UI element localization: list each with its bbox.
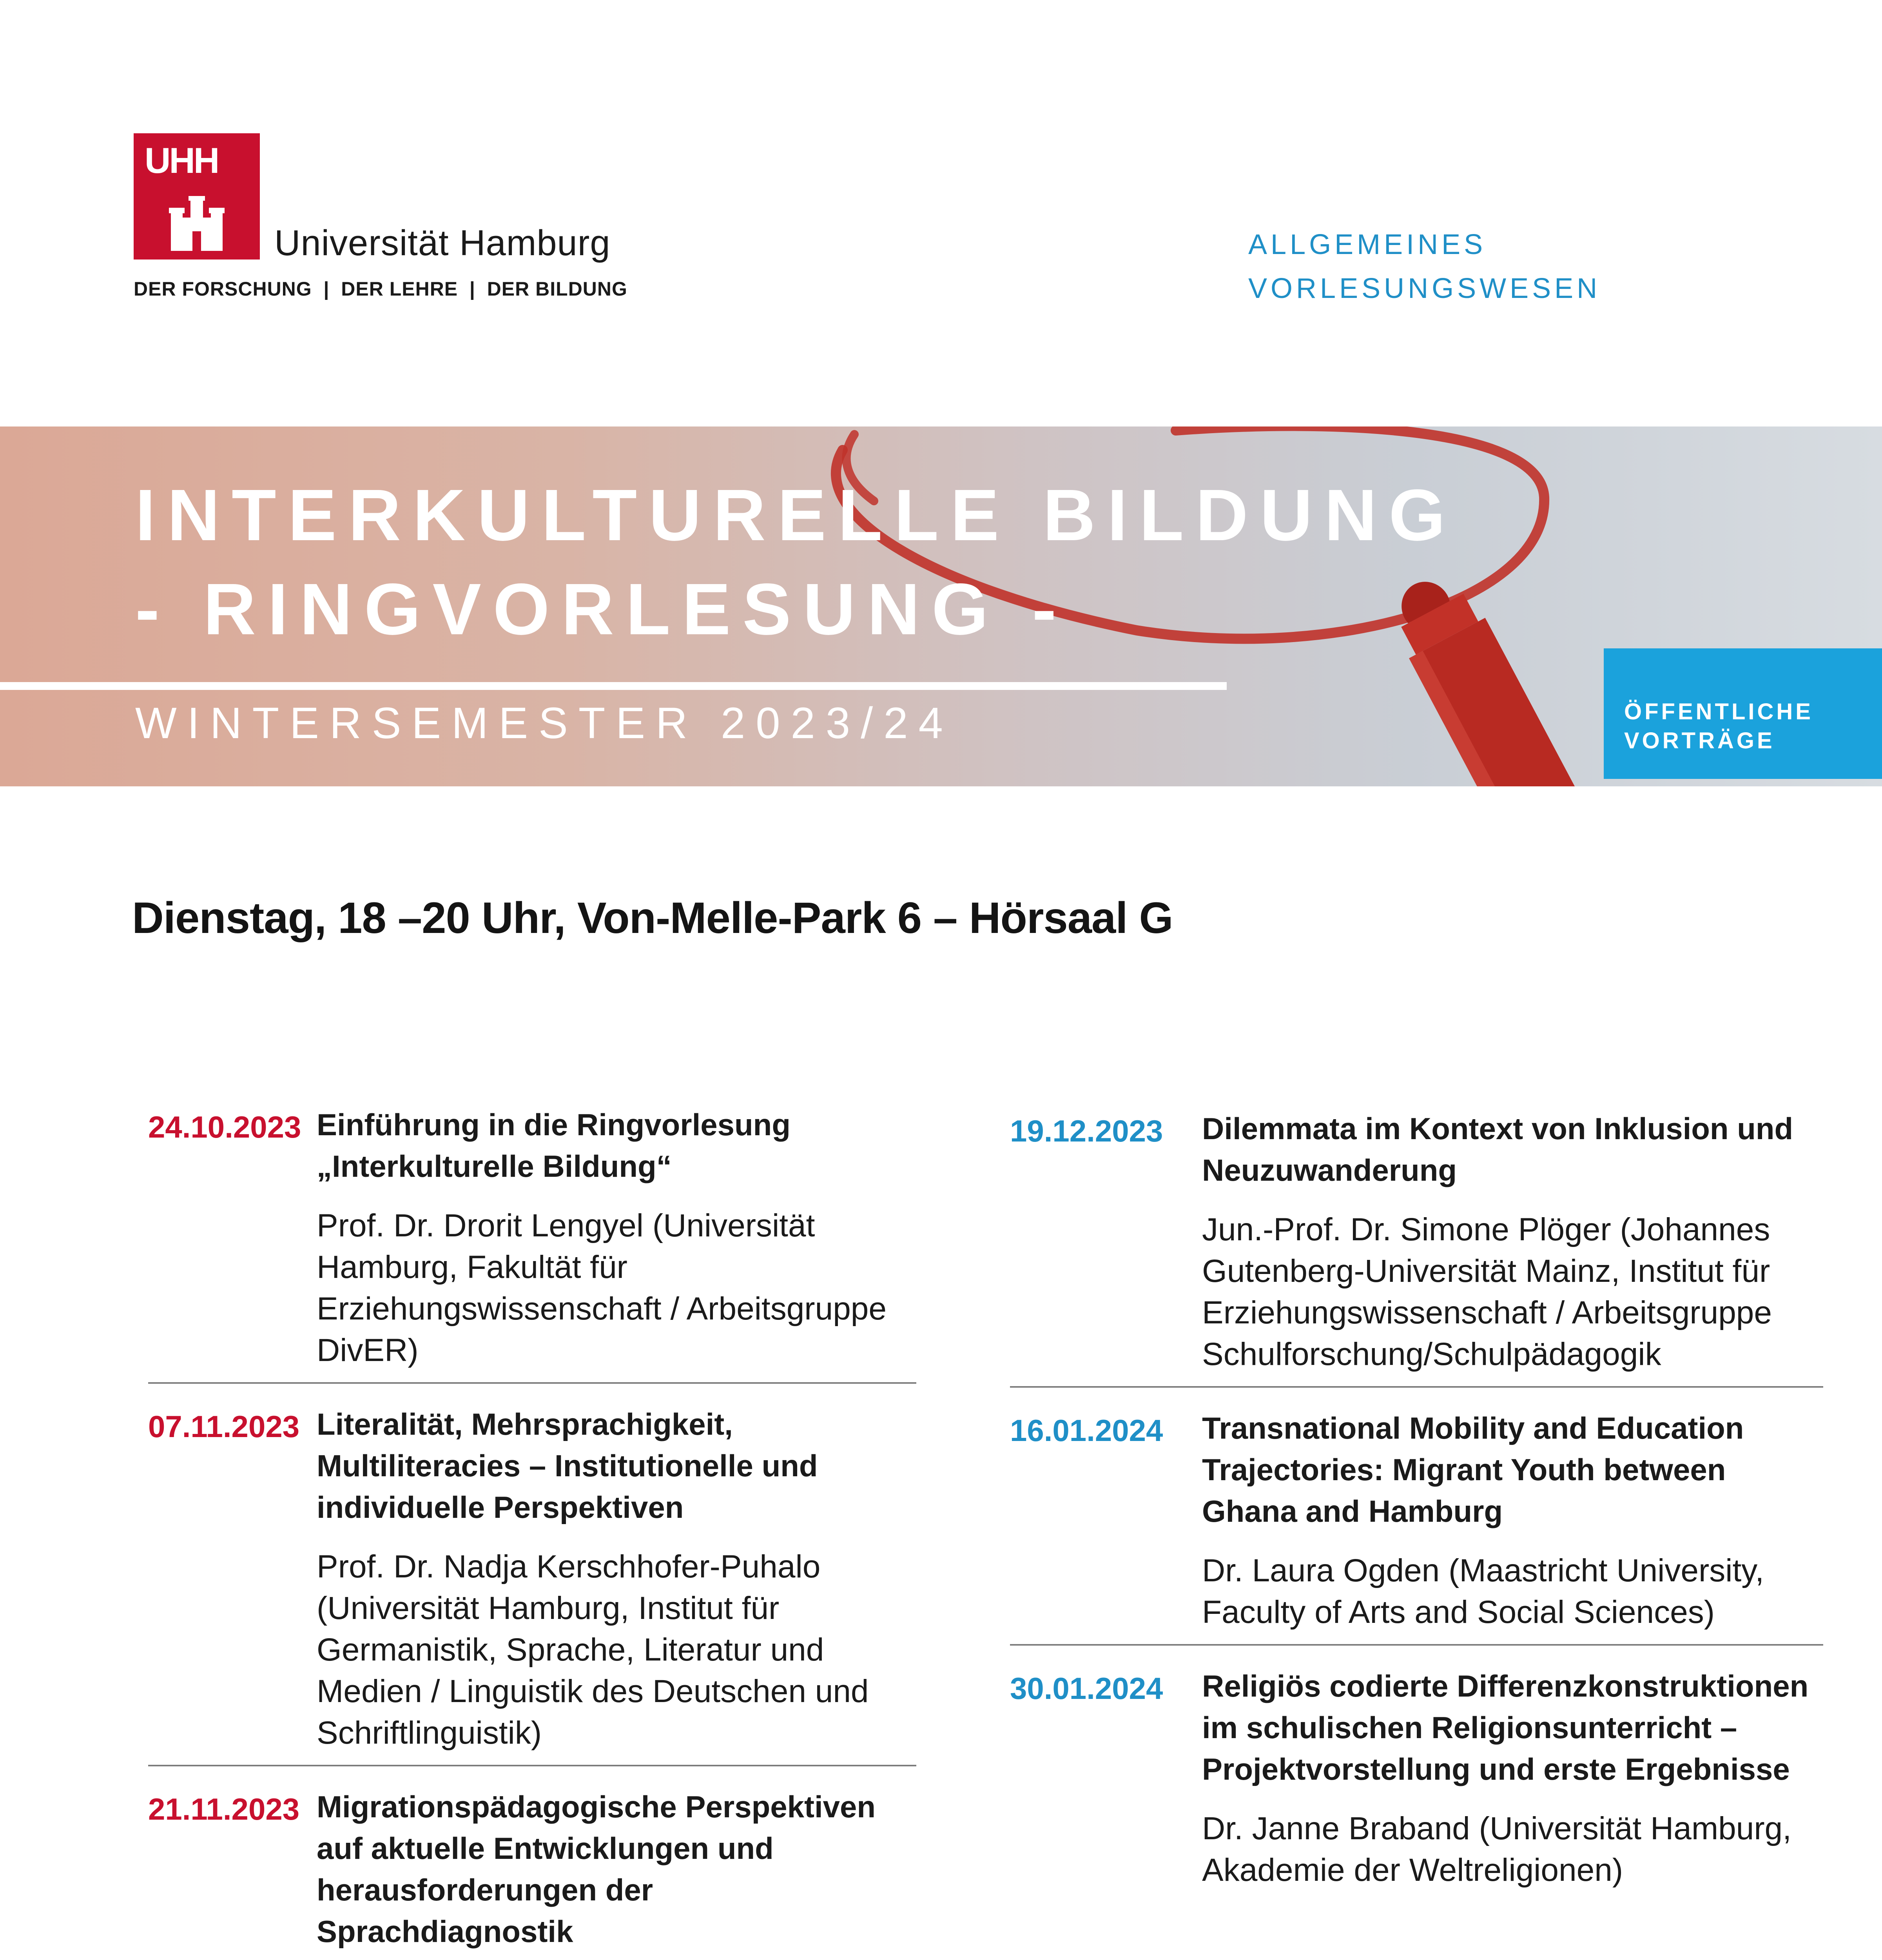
- lecture-speaker-line: Dr. Laura Ogden (Maastricht University,: [1202, 1553, 1764, 1588]
- lecture-title-line: Literalität, Mehrsprachigkeit,: [317, 1407, 733, 1441]
- department-label: [1248, 223, 1601, 310]
- lecture-date: 19.12.2023: [1010, 1114, 1163, 1148]
- lecture-speaker-line: (Universität Hamburg, Institut für: [317, 1590, 780, 1626]
- lecture-speaker-line: Prof. Dr. Drorit Lengyel (Universität: [317, 1208, 815, 1243]
- entry-divider: [1010, 1386, 1823, 1388]
- lecture-title-line: Dilemmata im Kontext von Inklusion und: [1202, 1111, 1793, 1146]
- lecture-speaker-line: DivER): [317, 1332, 419, 1368]
- lecture-speaker-line: Akademie der Weltreligionen): [1202, 1852, 1623, 1888]
- lecture-speaker-line: Dr. Janne Braband (Universität Hamburg,: [1202, 1811, 1792, 1846]
- castle-icon: [134, 133, 260, 260]
- lecture-title-line: Religiös codierte Differenzkonstruktionen: [1202, 1669, 1809, 1703]
- lecture-title-line: im schulischen Religionsunterricht –: [1202, 1710, 1737, 1745]
- lecture-speaker-line: Faculty of Arts and Social Sciences): [1202, 1594, 1715, 1630]
- badge-line-2: VORTRÄGE: [1624, 728, 1775, 753]
- entry-divider: [1010, 1644, 1823, 1646]
- lecture-speaker-line: Erziehungswissenschaft / Arbeitsgruppe: [317, 1291, 887, 1327]
- lecture-title-line: Einführung in die Ringvorlesung: [317, 1107, 791, 1142]
- title-banner: [0, 426, 1882, 786]
- banner-divider: [0, 682, 1227, 690]
- banner-title-line-1: INTERKULTURELLE BILDUNG: [135, 475, 1458, 556]
- lecture-title-line: Ghana and Hamburg: [1202, 1494, 1503, 1528]
- lecture-date: 16.01.2024: [1010, 1413, 1163, 1448]
- university-name: Universität Hamburg: [274, 223, 611, 263]
- lecture-title-line: individuelle Perspektiven: [317, 1490, 684, 1524]
- lecture-date: 24.10.2023: [148, 1110, 301, 1144]
- lecture-speaker-line: Erziehungswissenschaft / Arbeitsgruppe: [1202, 1295, 1772, 1330]
- entry-divider: [148, 1382, 916, 1384]
- lecture-speaker-line: Gutenberg-Universität Mainz, Institut für: [1202, 1253, 1770, 1289]
- lecture-title-line: auf aktuelle Entwicklungen und: [317, 1831, 774, 1866]
- lecture-title-line: Migrationspädagogische Perspektiven: [317, 1789, 876, 1824]
- lecture-speaker-line: Schulforschung/Schulpädagogik: [1202, 1336, 1661, 1372]
- lecture-title-line: Neuzuwanderung: [1202, 1153, 1457, 1187]
- lecture-speaker-line: Hamburg, Fakultät für: [317, 1249, 627, 1285]
- lecture-title-line: Projektvorstellung und erste Ergebnisse: [1202, 1752, 1790, 1786]
- banner-title-line-2: - RINGVORLESUNG -: [135, 569, 1068, 650]
- lecture-speaker-line: Germanistik, Sprache, Literatur und: [317, 1632, 824, 1668]
- logo-abbreviation: UHH: [145, 141, 218, 181]
- lecture-date: 07.11.2023: [148, 1409, 300, 1444]
- badge-line-1: ÖFFENTLICHE: [1624, 699, 1813, 724]
- lecture-title-line: „Interkulturelle Bildung“: [317, 1149, 672, 1183]
- public-lectures-badge: [1604, 648, 1882, 779]
- schedule-info: Dienstag, 18 –20 Uhr, Von-Melle-Park 6 – Hörsaal G: [132, 893, 1173, 942]
- department-line-2: VORLESUNGSWESEN: [1248, 273, 1601, 304]
- lecture-speaker-line: Jun.-Prof. Dr. Simone Plöger (Johannes: [1202, 1212, 1770, 1247]
- lecture-title-line: Multiliteracies – Institutionelle und: [317, 1448, 818, 1483]
- lecture-speaker-line: Medien / Linguistik des Deutschen und: [317, 1673, 869, 1709]
- lecture-speaker-line: Schriftlinguistik): [317, 1715, 542, 1751]
- lecture-title-line: Trajectories: Migrant Youth between: [1202, 1452, 1726, 1487]
- lecture-date: 21.11.2023: [148, 1792, 300, 1826]
- lecture-title-line: herausforderungen der: [317, 1873, 653, 1907]
- semester-label: WINTERSEMESTER 2023/24: [135, 699, 954, 748]
- lecture-speaker-line: Prof. Dr. Nadja Kerschhofer-Puhalo: [317, 1549, 821, 1584]
- department-line-1: ALLGEMEINES: [1248, 229, 1487, 260]
- lecture-title-line: Transnational Mobility and Education: [1202, 1411, 1744, 1445]
- university-logo: [134, 133, 260, 260]
- university-claim: DER FORSCHUNG | DER LEHRE | DER BILDUNG: [134, 278, 627, 300]
- lecture-title-line: Sprachdiagnostik: [317, 1914, 573, 1949]
- entry-divider: [148, 1765, 916, 1766]
- lecture-date: 30.01.2024: [1010, 1671, 1163, 1706]
